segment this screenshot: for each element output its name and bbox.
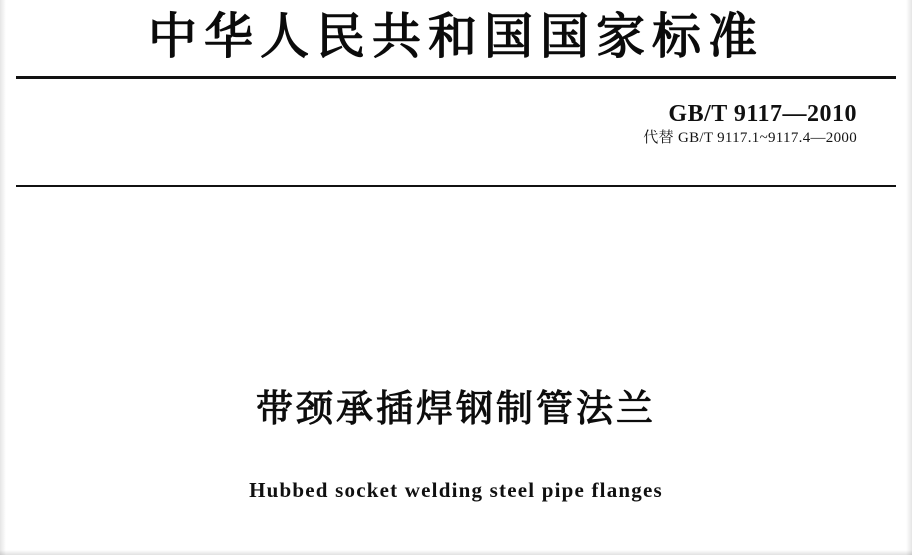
standard-replaces-note: 代替 GB/T 9117.1~9117.4—2000 [643, 130, 857, 146]
national-standard-header: 中华人民共和国国家标准 [147, 8, 764, 65]
document-title-chinese: 带颈承插焊钢制管法兰 [256, 387, 656, 430]
header-divider-bottom [16, 185, 896, 187]
scan-edge-left [0, 0, 6, 555]
header-divider-top [16, 76, 896, 79]
document-title-english: Hubbed socket welding steel pipe flanges [249, 478, 663, 502]
standard-number: GB/T 9117—2010 [668, 101, 857, 127]
scan-edge-bottom [0, 550, 912, 555]
scan-edge-right [906, 0, 912, 555]
